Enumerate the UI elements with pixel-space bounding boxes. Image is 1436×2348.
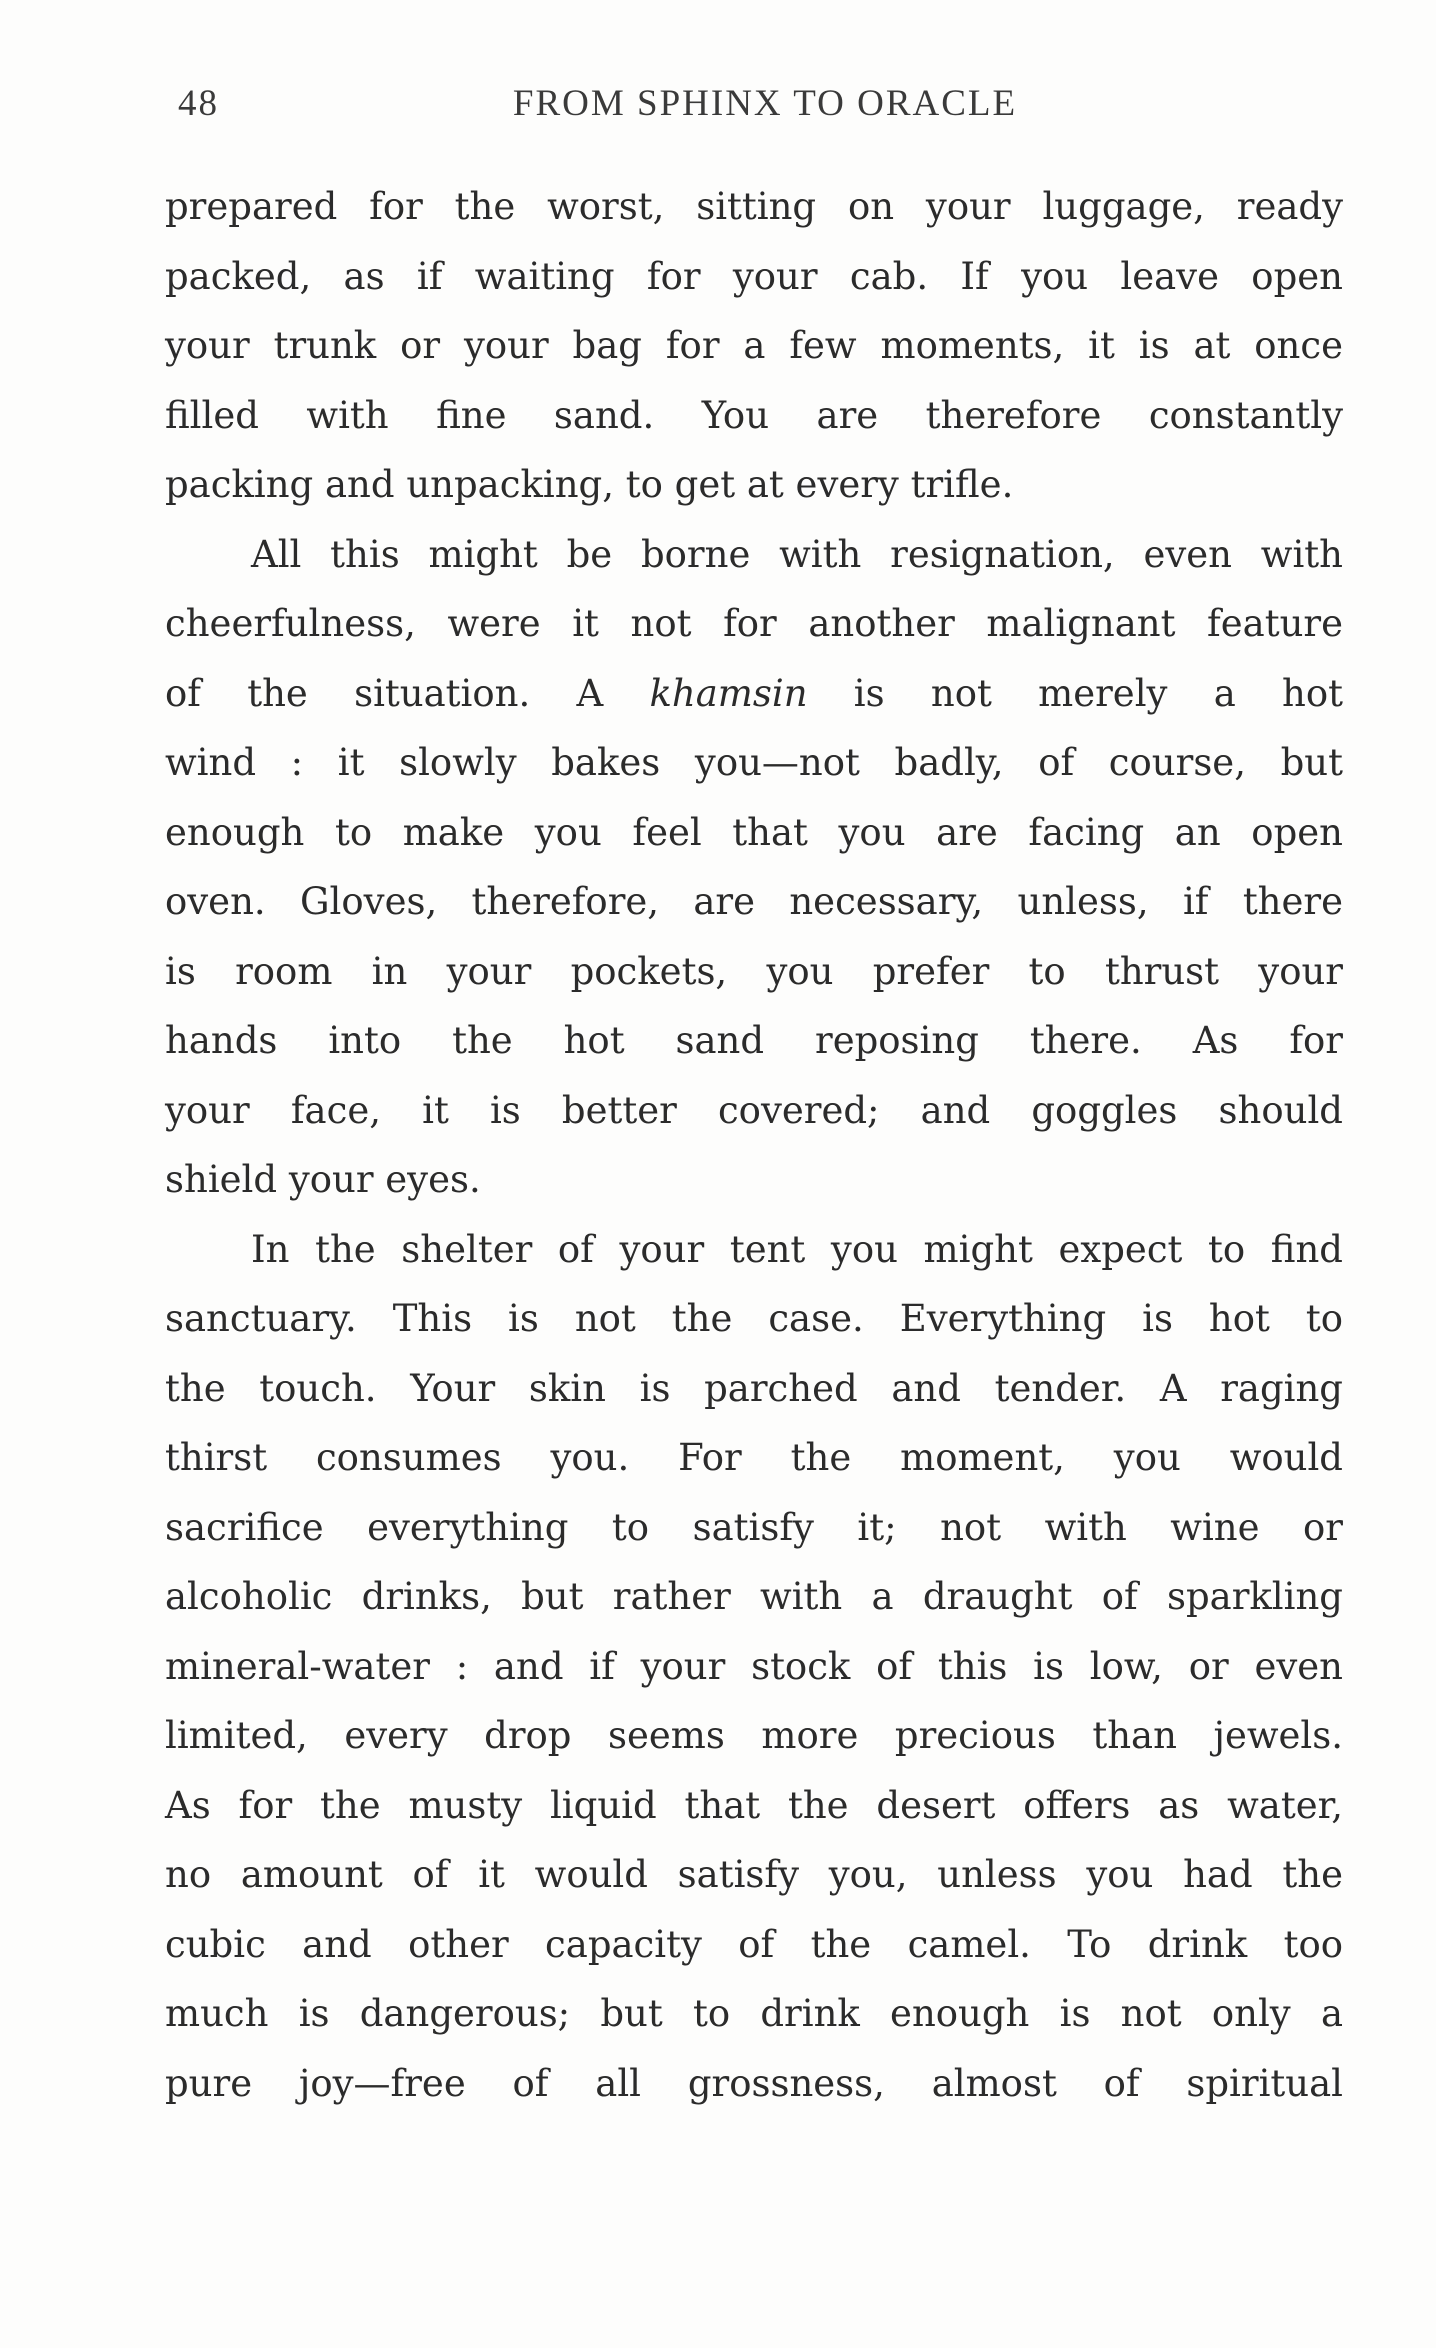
text-line: packing and unpacking, to get at every trifle.: [165, 463, 1014, 506]
text-line: thirst consumes you. For the moment, you would: [165, 1436, 1343, 1479]
text-line: limited, every drop seems more precious than jewels.: [165, 1714, 1343, 1757]
text-line: cubic and other capacity of the camel. To drink too: [165, 1922, 1343, 1966]
running-title: FROM SPHINX TO ORACLE: [512, 83, 1018, 124]
text-line: [165, 659, 1343, 729]
text-line: much is dangerous; but to drink enough is not only a: [165, 1992, 1343, 2035]
text-line: oven. Gloves, therefore, are necessary, unless, if there: [165, 880, 1343, 923]
text-line: is room in your pockets, you prefer to thrust your: [165, 949, 1343, 993]
text-line: As for the musty liquid that the desert offers as water,: [165, 1783, 1343, 1827]
body-text: [165, 172, 1343, 2118]
text-line: hands into the hot sand reposing there. As for: [165, 1019, 1343, 1062]
text-line: alcoholic drinks, but rather with a draught of sparkling: [165, 1575, 1343, 1618]
text-line: wind : it slowly bakes you—not badly, of course, but: [165, 741, 1343, 784]
text-line: your trunk or your bag for a few moments, it is at once: [165, 324, 1343, 367]
text-line: mineral-water : and if your stock of this is low, or even: [165, 1644, 1343, 1688]
text-line: no amount of it would satisfy you, unless you had the: [165, 1853, 1343, 1896]
text-line: sanctuary. This is not the case. Everything is hot to: [165, 1297, 1343, 1340]
text-line: filled with fine sand. You are therefore constantly: [165, 393, 1343, 437]
text-line: your face, it is better covered; and goggles should: [165, 1088, 1343, 1132]
text-line: shield your eyes.: [165, 1158, 481, 1201]
text-line: sacrifice everything to satisfy it; not with wine or: [165, 1505, 1343, 1549]
page-number: 48: [178, 83, 219, 124]
text-span: of the situation. A: [165, 671, 650, 715]
page-header: [170, 82, 1360, 142]
text-span: is not merely a hot: [807, 671, 1344, 715]
text-line: enough to make you feel that you are facing an open: [165, 810, 1343, 854]
paragraph-first-line: All this might be borne with resignation, even with: [251, 532, 1343, 576]
text-line: cheerfulness, were it not for another malignant feature: [165, 602, 1343, 645]
text-line: pure joy—free of all grossness, almost of spiritual: [165, 2061, 1343, 2105]
italic-term: khamsin: [649, 671, 808, 715]
text-line: prepared for the worst, sitting on your luggage, ready: [165, 185, 1343, 228]
text-line: packed, as if waiting for your cab. If you leave open: [165, 254, 1343, 298]
paragraph-first-line: In the shelter of your tent you might expect to find: [251, 1227, 1343, 1271]
text-line: the touch. Your skin is parched and tender. A raging: [165, 1366, 1343, 1410]
